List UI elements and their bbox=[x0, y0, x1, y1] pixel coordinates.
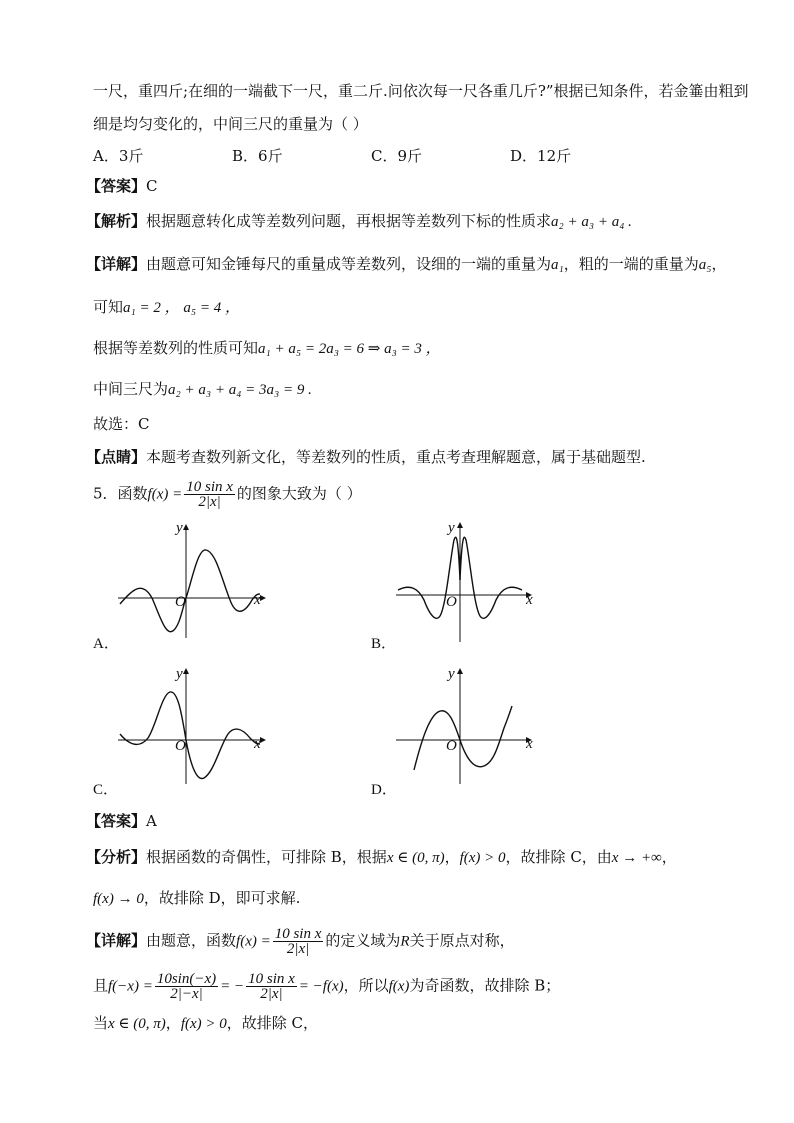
odd-text: 为奇函数，故排除 B； bbox=[409, 976, 561, 995]
fraction-numerator: 10 sin x bbox=[248, 971, 295, 987]
math-expr: f(−x) = bbox=[108, 978, 153, 995]
math-expr: x → +∞ bbox=[611, 850, 662, 866]
note-text: 本题考查数列新文化，等差数列的性质，重点考查理解题意，属于基础题型. bbox=[146, 448, 646, 466]
analysis-tag: 【分析】 bbox=[86, 848, 147, 866]
fraction-numerator: 10sin(−x) bbox=[156, 971, 217, 987]
analysis-line-2 bbox=[93, 887, 300, 910]
note-tag: 【点睛】 bbox=[86, 448, 147, 466]
final-text: ， bbox=[165, 1014, 181, 1032]
analysis-text: ， bbox=[661, 848, 677, 866]
axis-x-label: x bbox=[254, 736, 261, 752]
option-a: A．3斤 bbox=[93, 147, 144, 165]
detail-line bbox=[86, 253, 727, 276]
analysis-text: ，故排除 C，由 bbox=[505, 848, 612, 866]
odd-function-line bbox=[93, 972, 560, 1001]
fraction-denominator: 2|x| bbox=[198, 494, 221, 510]
detail-text: 关于原点对称， bbox=[409, 931, 515, 950]
axis-y-label: y bbox=[176, 666, 183, 682]
known-line bbox=[93, 296, 240, 319]
property-line bbox=[93, 337, 441, 360]
graph-label-c: C． bbox=[93, 782, 119, 798]
question-text: 的图象大致为（ ） bbox=[236, 484, 362, 503]
math-expr: f(x) bbox=[388, 978, 410, 995]
math-expr: f(x) = bbox=[236, 933, 271, 950]
detail-text: 由题意可知金锤每尺的重量成等差数列，设细的一端的重量为 bbox=[146, 255, 552, 273]
analysis-tag: 【解析】 bbox=[86, 212, 147, 230]
math-expr: f(x) → 0 bbox=[93, 891, 144, 907]
final-text: ，故排除 C， bbox=[226, 1014, 318, 1032]
math-expr: a₁ = 2 ， a₅ = 4 ， bbox=[123, 300, 240, 316]
detail-text: 的定义域为 bbox=[325, 931, 401, 950]
graph-label-a: A． bbox=[93, 636, 119, 652]
fraction bbox=[273, 927, 324, 956]
graph-label-b: B． bbox=[371, 636, 397, 652]
fraction bbox=[246, 972, 297, 1001]
option-d: D．12斤 bbox=[510, 147, 572, 165]
origin-label: O bbox=[446, 594, 457, 610]
fraction-numerator: 10 sin x bbox=[186, 479, 233, 495]
analysis-line bbox=[86, 210, 632, 233]
known-text: 可知 bbox=[93, 298, 124, 316]
axis-x-label: x bbox=[526, 736, 533, 752]
middle-line bbox=[93, 378, 312, 401]
fraction bbox=[184, 480, 235, 509]
answer-tag: 【答案】 bbox=[86, 177, 147, 195]
question-number: 5．函数 bbox=[93, 484, 148, 503]
detail-tag: 【详解】 bbox=[86, 931, 147, 950]
graph-b bbox=[390, 520, 540, 645]
analysis-text: 根据函数的奇偶性，可排除 B，根据 bbox=[146, 848, 387, 866]
axis-y-label: y bbox=[448, 520, 455, 536]
answer-tag: 【答案】 bbox=[86, 812, 147, 830]
detail-line bbox=[86, 927, 515, 956]
fraction bbox=[155, 972, 218, 1001]
fraction-denominator: 2|−x| bbox=[170, 986, 203, 1002]
origin-label: O bbox=[446, 738, 457, 754]
axis-x-label: x bbox=[526, 592, 533, 608]
answer-line bbox=[86, 175, 158, 197]
math-expr: a₂ + a₃ + a₄ . bbox=[551, 214, 632, 230]
math-expr: = −f(x) bbox=[298, 978, 344, 995]
origin-label: O bbox=[175, 738, 186, 754]
choice-line: 故选：C bbox=[93, 415, 150, 433]
question-5 bbox=[93, 480, 362, 509]
detail-text: 由题意，函数 bbox=[146, 931, 237, 950]
math-expr: a₂ + a₃ + a₄ = 3a₃ = 9 . bbox=[168, 382, 312, 398]
detail-text: ，粗的一端的重量为 bbox=[563, 255, 699, 273]
analysis-line bbox=[86, 846, 677, 869]
problem-text-line: 一尺，重四斤;在细的一端截下一尺，重二斤.问依次每一尺各重几斤?”根据已知条件，若金箠由粗到 bbox=[93, 82, 749, 100]
middle-text: 中间三尺为 bbox=[93, 380, 169, 398]
math-expr: x ∈ (0, π) bbox=[386, 850, 445, 866]
note-line bbox=[86, 446, 646, 468]
math-expr: a₁ bbox=[551, 257, 564, 273]
analysis-text: ，故排除 D，即可求解. bbox=[143, 889, 301, 907]
final-line bbox=[93, 1012, 318, 1035]
fraction-denominator: 2|x| bbox=[286, 941, 310, 957]
option-c: C．9斤 bbox=[371, 147, 423, 165]
analysis-text: ， bbox=[444, 848, 460, 866]
final-text: 当 bbox=[93, 1014, 109, 1032]
graph-label-d: D． bbox=[371, 782, 397, 798]
axis-x-label: x bbox=[254, 592, 261, 608]
axis-y-label: y bbox=[448, 666, 455, 682]
property-text: 根据等差数列的性质可知 bbox=[93, 339, 259, 357]
math-expr: f(x) > 0 bbox=[180, 1016, 227, 1032]
graph-d bbox=[390, 666, 540, 786]
math-expr: x ∈ (0, π) bbox=[108, 1016, 166, 1032]
problem-text-line: 细是均匀变化的，中间三尺的重量为（ ） bbox=[93, 115, 368, 133]
analysis-text: 根据题意转化成等差数列问题，再根据等差数列下标的性质求 bbox=[146, 212, 552, 230]
axis-y-label: y bbox=[176, 520, 183, 536]
math-expr: f(x) > 0 bbox=[459, 850, 506, 866]
graph-c bbox=[110, 666, 280, 786]
math-expr: a₅ bbox=[698, 257, 712, 273]
math-expr: f(x) = bbox=[147, 486, 183, 503]
math-expr: a₁ + a₅ = 2a₃ = 6 ⇒ a₃ = 3 ， bbox=[258, 341, 441, 357]
origin-label: O bbox=[175, 594, 186, 610]
answer-value: C bbox=[146, 177, 158, 195]
graph-a bbox=[110, 520, 280, 640]
math-expr: = − bbox=[220, 978, 245, 995]
math-expr: R bbox=[400, 933, 410, 950]
detail-text: ， bbox=[711, 255, 727, 273]
detail-tag: 【详解】 bbox=[86, 255, 147, 273]
option-b: B．6斤 bbox=[232, 147, 283, 165]
answer-line bbox=[86, 810, 157, 832]
fraction-numerator: 10 sin x bbox=[274, 926, 322, 942]
fraction-denominator: 2|x| bbox=[260, 986, 283, 1002]
odd-text: 且 bbox=[93, 976, 109, 995]
odd-text: ，所以 bbox=[343, 976, 389, 995]
answer-value: A bbox=[146, 812, 157, 830]
